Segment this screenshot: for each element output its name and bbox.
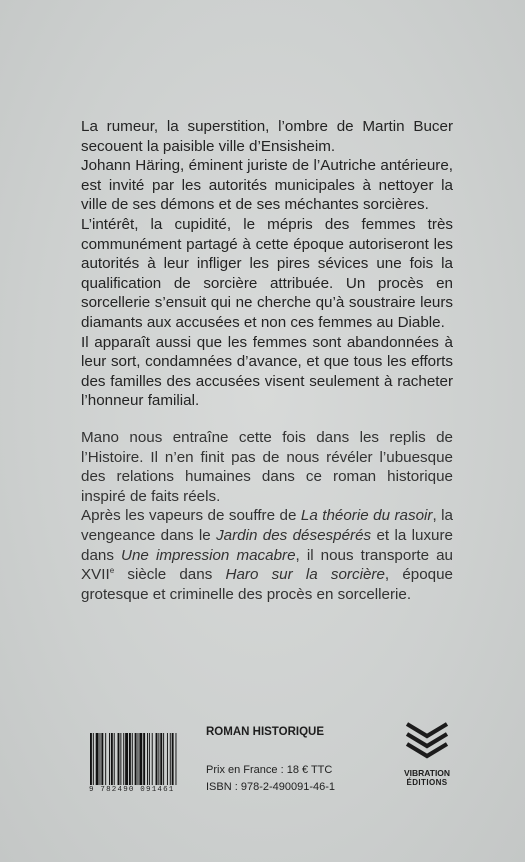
barcode-bar <box>105 733 106 785</box>
barcode-bar <box>96 733 99 785</box>
barcode-bar <box>114 733 115 785</box>
barcode-bar <box>120 733 121 785</box>
book-title: La théorie du rasoir <box>300 507 433 525</box>
barcode-bar <box>149 733 150 785</box>
barcode-bar <box>93 733 94 785</box>
publisher-sub: ÉDITIONS <box>406 778 448 787</box>
barcode-bar <box>118 733 120 785</box>
barcode-bar <box>132 733 133 785</box>
barcode-digits: 9 782490 091461 <box>89 786 175 794</box>
barcode-bar <box>156 733 158 785</box>
book-title: Jardin des désespérés <box>216 526 372 544</box>
barcode-bar <box>170 733 171 785</box>
blurb-text: , la vengeance dans le <box>81 507 453 544</box>
barcode-bar <box>101 733 103 785</box>
blurb-text: , il nous transporte au XVII <box>81 546 454 584</box>
blurb-text: siècle dans <box>114 566 226 584</box>
barcode-bar <box>158 733 159 785</box>
price-label: Prix en France : 18 € TTC <box>206 764 333 776</box>
synopsis-paragraph-1: La rumeur, la superstition, l’ombre de Martin Bucer secouent la paisible ville d’Ensisheim. <box>81 118 453 155</box>
genre-label: ROMAN HISTORIQUE <box>206 726 324 738</box>
barcode-bar <box>152 733 153 785</box>
barcode-bar <box>123 733 124 785</box>
barcode-bar <box>125 733 128 785</box>
barcode-bar <box>163 733 164 785</box>
publisher-name: VIBRATION <box>403 768 451 778</box>
barcode-bar <box>139 733 142 785</box>
barcode-bar <box>100 733 101 785</box>
barcode-bar <box>167 733 168 785</box>
blurb-text: et la luxure dans <box>81 526 453 564</box>
barcode-bar <box>90 733 92 785</box>
blurb-text: , époque grotesque et criminelle des procès en sorcellerie. <box>81 566 453 603</box>
barcode-bar <box>172 733 174 785</box>
author-blurb-paragraph-1: Mano nous entraîne cette fois dans les replis de l’Histoire. Il n’en finit pas de nous révéler l’ubuesque des relations humaines dans ce roman historique inspiré de faits réels. <box>81 429 453 505</box>
chevron-stack-icon <box>401 720 453 762</box>
synopsis-paragraph-2: Johann Häring, éminent juriste de l’Autriche antérieure, est invité par les autorités municipales à nettoyer la ville de ses démons et de ses méchantes sorcières. <box>81 157 453 214</box>
author-blurb-paragraph-2 <box>81 506 453 604</box>
blurb-text: Après les vapeurs de souffre de <box>81 507 301 525</box>
barcode-bar <box>160 733 162 785</box>
barcode-bar <box>147 733 148 785</box>
author-blurb <box>81 428 453 604</box>
barcode-bar <box>176 733 177 785</box>
synopsis-paragraph-3: L’intérêt, la cupidité, le mépris des femmes très communément partagé à cette époque autoriseront les autorités à leur infliger les pires sévices une fois la qualification de sorcière attribuée. Un procès en sorcellerie s’ensuit qui ne cherche qu’à soustraire leurs diamants aux accusées et non ces femmes au Diable. <box>81 215 453 331</box>
book-title: Une impression macabre <box>121 546 296 564</box>
barcode-bar <box>138 733 139 785</box>
barcode <box>89 733 201 785</box>
superscript: e <box>109 566 115 576</box>
barcode-bar <box>111 733 113 785</box>
barcode-bar <box>143 733 145 785</box>
synopsis <box>81 117 453 411</box>
barcode-bar <box>129 733 131 785</box>
book-title: Haro sur la sorcière <box>225 566 385 584</box>
synopsis-paragraph-4: Il apparaît aussi que les femmes sont abandonnées à leur sort, condamnées d’avance, et que tous les efforts des familles des accusées visent seulement à racheter l’honneur familial. <box>81 333 453 410</box>
barcode-bar <box>135 733 137 785</box>
isbn-label: ISBN : 978-2-490091-46-1 <box>206 781 336 793</box>
barcode-bar <box>109 733 110 785</box>
